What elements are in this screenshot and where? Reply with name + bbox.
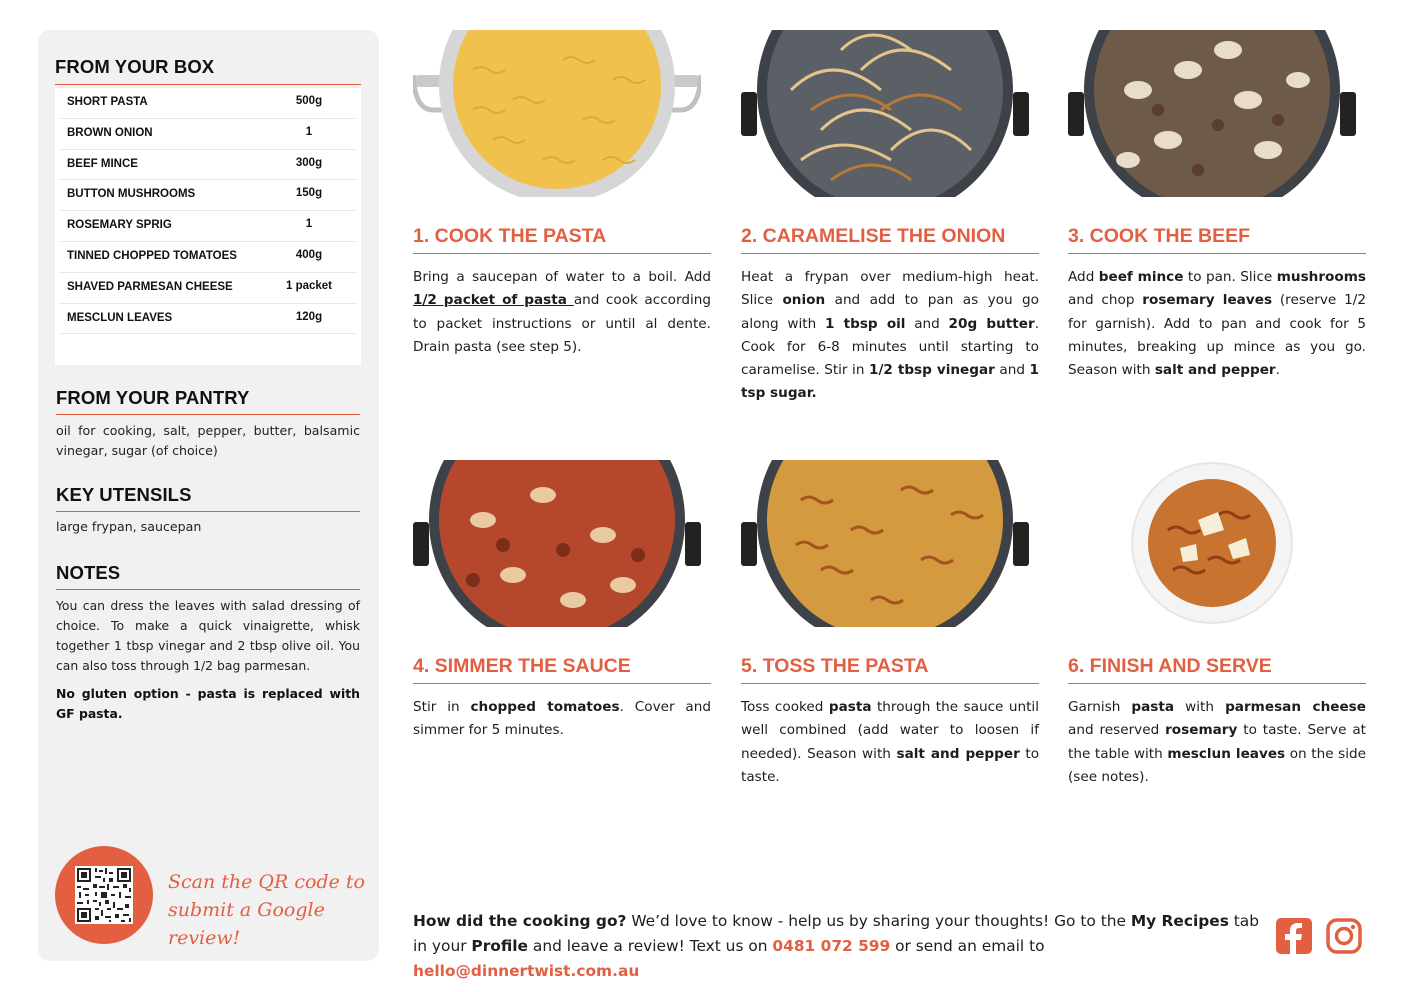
- step-2-photo: [741, 30, 1029, 197]
- text-run: pasta: [828, 699, 872, 715]
- text-run: with: [1174, 699, 1226, 715]
- sidebar: [38, 30, 379, 961]
- step-3: [1068, 30, 1366, 430]
- text-run: pasta: [1131, 699, 1175, 715]
- contact-link[interactable]: hello@dinnertwist.com.au: [413, 962, 640, 980]
- qr-call-to-action: [168, 868, 368, 952]
- step-instructions: [1068, 266, 1366, 382]
- text-run: How did the cooking go?: [413, 912, 627, 930]
- qr-cta-line-2: submit a Google review!: [168, 899, 325, 949]
- ingredient-row: [59, 88, 357, 119]
- from-your-pantry-title: FROM YOUR PANTRY: [56, 387, 360, 415]
- text-run: and: [905, 315, 949, 332]
- ingredients-table: [55, 88, 361, 365]
- text-run: salt and pepper: [1154, 362, 1276, 379]
- step-5-photo: [741, 460, 1029, 627]
- step-instructions: [413, 696, 711, 743]
- text-run: rosemary: [1165, 722, 1238, 739]
- qr-cta-line-1: Scan the QR code to: [168, 871, 365, 893]
- ingredient-quantity: 120g: [295, 310, 323, 323]
- text-run: rosemary leaves: [1142, 292, 1273, 309]
- step-2: [741, 30, 1039, 430]
- text-run: Garnish: [1068, 699, 1132, 715]
- step-1: [413, 30, 711, 430]
- ingredient-quantity: 1: [305, 125, 313, 138]
- facebook-icon[interactable]: [1276, 918, 1314, 956]
- text-run: chopped tomatoes: [470, 699, 620, 715]
- text-run: Bring a saucepan of water to a boil. Add: [413, 269, 711, 285]
- text-run: 1 tsp sugar.: [741, 362, 1039, 402]
- step-title: 1. COOK THE PASTA: [413, 225, 711, 254]
- text-run: and cook according to packet instructions or until al dente. Drain pasta (see step 5).: [413, 292, 711, 355]
- text-run: 1 tbsp oil: [825, 315, 906, 332]
- notes-gluten-option: No gluten option - pasta is replaced with GF pasta.: [56, 686, 360, 721]
- ingredient-row: [59, 211, 357, 242]
- pantry-text: oil for cooking, salt, pepper, butter, balsamic vinegar, sugar (of choice): [56, 423, 360, 458]
- text-run: to taste.: [741, 745, 1040, 785]
- text-run: tab in your: [413, 912, 1259, 955]
- ingredient-quantity: 1 packet: [285, 279, 333, 292]
- text-run: and chop: [1068, 292, 1143, 309]
- ingredient-quantity: 400g: [295, 248, 323, 261]
- key-utensils-title: KEY UTENSILS: [56, 484, 360, 512]
- from-your-box-title: FROM YOUR BOX: [55, 56, 361, 85]
- step-title: 4. SIMMER THE SAUCE: [413, 655, 711, 684]
- ingredient-name: SHORT PASTA: [67, 96, 148, 108]
- text-run: and: [994, 362, 1030, 379]
- step-title: 3. COOK THE BEEF: [1068, 225, 1366, 254]
- step-6: [1068, 460, 1366, 820]
- text-run: Add: [1068, 269, 1099, 285]
- ingredient-name: TINNED CHOPPED TOMATOES: [67, 249, 237, 262]
- text-run: Stir in: [413, 699, 471, 715]
- notes-title: NOTES: [56, 562, 360, 590]
- text-run: on the side (see notes).: [1068, 745, 1366, 785]
- step-title: 2. CARAMELISE THE ONION: [741, 225, 1039, 254]
- notes-text: You can dress the leaves with salad dressing of choice. To make a quick vinaigrette, whisk together 1 tbsp vinegar and 2 tbsp olive oil. You can also toss through 1/2 bag parmesan.: [56, 598, 360, 673]
- ingredient-name: ROSEMARY SPRIG: [67, 219, 172, 232]
- step-3-photo: [1068, 30, 1356, 197]
- text-run: Heat a frypan over medium-high heat. Slice: [741, 269, 1039, 309]
- text-run: My Recipes: [1130, 912, 1229, 930]
- text-run: or send an email to: [890, 937, 1045, 955]
- ingredient-row: [59, 304, 357, 335]
- ingredient-quantity: 300g: [295, 156, 323, 169]
- step-instructions: [741, 266, 1039, 406]
- step-6-photo: [1068, 460, 1356, 627]
- ingredient-row: [59, 119, 357, 150]
- step-5: [741, 460, 1039, 820]
- ingredient-row: [59, 273, 357, 304]
- text-run: . Cover and simmer for 5 minutes.: [413, 699, 712, 739]
- text-run: mushrooms: [1276, 269, 1366, 285]
- text-run: to taste. Serve at the table with: [1068, 722, 1366, 762]
- ingredient-quantity: 1: [305, 218, 313, 231]
- step-4-photo: [413, 460, 701, 627]
- text-run: 1/2 tbsp vinegar: [869, 362, 995, 379]
- text-run: salt and pepper: [896, 745, 1020, 762]
- instagram-icon[interactable]: [1326, 918, 1364, 956]
- ingredient-row: [59, 242, 357, 273]
- text-run: Profile: [471, 937, 528, 955]
- utensils-text: large frypan, saucepan: [56, 519, 202, 534]
- step-4: [413, 460, 711, 820]
- text-run: and leave a review! Text us on: [528, 937, 773, 955]
- ingredient-quantity: 150g: [295, 187, 323, 200]
- text-run: 1/2 packet of pasta: [413, 292, 574, 309]
- qr-code-icon[interactable]: [75, 866, 133, 924]
- text-run: mesclun leaves: [1167, 745, 1286, 762]
- text-run: through the sauce until well combined (add water to loosen if needed). Season with: [741, 699, 1039, 762]
- ingredient-name: BROWN ONION: [67, 126, 153, 139]
- text-run: beef mince: [1098, 269, 1184, 285]
- text-run: 20g butter: [948, 315, 1035, 332]
- footer-review-text: [413, 909, 1263, 984]
- step-instructions: [1068, 696, 1366, 789]
- ingredient-name: SHAVED PARMESAN CHEESE: [67, 280, 233, 293]
- text-run: We’d love to know - help us by sharing your thoughts! Go to the: [626, 912, 1131, 930]
- qr-code-graphic: [75, 866, 133, 924]
- step-title: 5. TOSS THE PASTA: [741, 655, 1039, 684]
- text-run: (reserve 1/2 for garnish). Add to pan and cook for 5 minutes, breaking up mince as you go. Season with: [1068, 292, 1366, 379]
- ingredient-quantity: 500g: [295, 95, 323, 107]
- step-title: 6. FINISH AND SERVE: [1068, 655, 1366, 684]
- ingredient-row: [59, 150, 357, 181]
- step-1-photo: [413, 30, 701, 197]
- text-run: and add to pan as you go along with: [741, 292, 1039, 332]
- step-instructions: [741, 696, 1039, 789]
- ingredient-name: MESCLUN LEAVES: [67, 311, 173, 324]
- ingredient-name: BEEF MINCE: [67, 157, 138, 170]
- step-instructions: [413, 266, 711, 359]
- ingredient-row: [59, 180, 357, 211]
- qr-badge[interactable]: [55, 846, 153, 944]
- text-run: to pan. Slice: [1183, 269, 1277, 285]
- text-run: parmesan cheese: [1225, 699, 1366, 715]
- text-run: . Cook for 6-8 minutes until starting to caramelise. Stir in: [741, 315, 1040, 379]
- text-run: onion: [782, 292, 826, 309]
- text-run: .: [1275, 362, 1280, 379]
- contact-link[interactable]: 0481 072 599: [772, 937, 891, 955]
- text-run: and reserved: [1068, 722, 1166, 739]
- ingredient-name: BUTTON MUSHROOMS: [67, 188, 196, 201]
- text-run: Toss cooked: [741, 699, 829, 715]
